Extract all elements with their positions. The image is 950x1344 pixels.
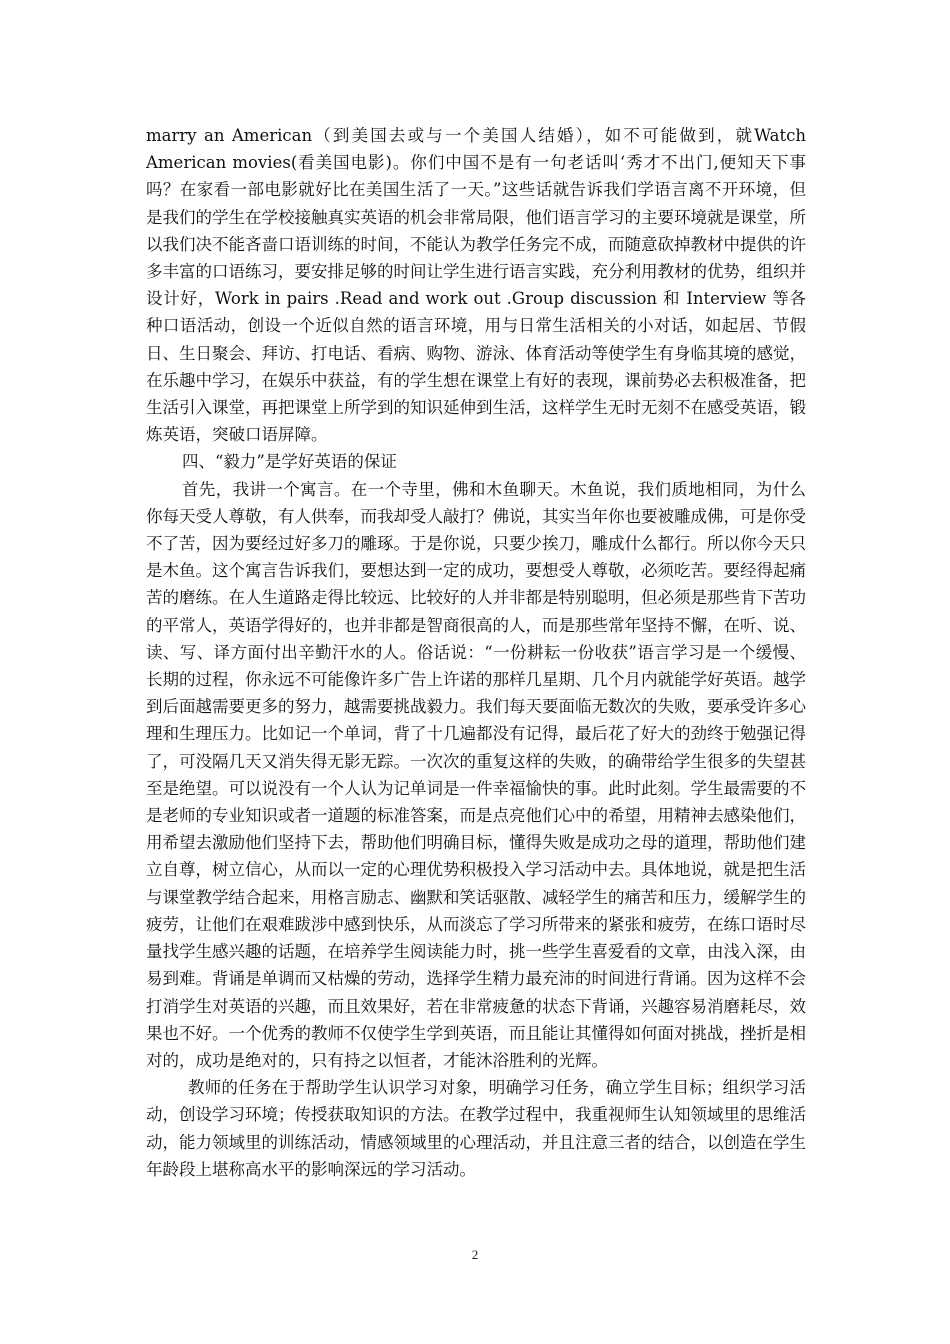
paragraph-teacher-task: 教师的任务在于帮助学生认识学习对象，明确学习任务，确立学生目标；组织学习活动，创设学习环境；传授获取知识的方法。在教学过程中，我重视师生认知领域里的思维活动，能力领域里的训练活动，情感领域里的心理活动，并且注意三者的结合，以创造在学生年龄段上堪称高水平的影响深远的学习活动。 <box>146 1078 806 1179</box>
paragraph-fable-perseverance: 首先，我讲一个寓言。在一个寺里，佛和木鱼聊天。木鱼说，我们质地相同，为什么你每天受人尊敬，有人供奉，而我却受人敲打？佛说，其实当年你也要被雕成佛，可是你受不了苦，因为要经过好多刀的雕琢。于是你说，只要少挨刀，雕成什么都行。所以你今天只是木鱼。这个寓言告诉我们，要想达到一定的成功，要想受人尊敬，必须吃苦。要经得起痛苦的磨练。在人生道路走得比较远、比较好的人并非都是特别聪明，但必须是那些肯下苦功的平常人，英语学得好的，也并非都是智商很高的人，而是那些常年坚持不懈，在听、说、读、写、译方面付出辛勤汗水的人。俗话说：“一份耕耘一份收获”语言学习是一个缓慢、长期的过程，你永远不可能像许多广告上许诺的那样几星期、几个月内就能学好英语。越学到后面越需要更多的努力，越需要挑战毅力。我们每天要面临无数次的失败，要承受许多心理和生理压力。比如记一个单词，背了十几遍都没有记得，最后花了好大的劲终于勉强记得了，可没隔几天又消失得无影无踪。一次次的重复这样的失败，的确带给学生很多的失望甚至是绝望。可以说没有一个人认为记单词是一件幸福愉快的事。此时此刻。学生最需要的不是老师的专业知识或者一道题的标准答案，而是点亮他们心中的希望，用精神去感染他们，用希望去激励他们坚持下去，帮助他们明确目标，懂得失败是成功之母的道理，帮助他们建立自尊，树立信心，从而以一定的心理优势积极投入学习活动中去。具体地说，就是把生活与课堂教学结合起来，用格言励志、幽默和笑话驱散、减轻学生的痛苦和压力，缓解学生的疲劳，让他们在艰难跋涉中感到快乐，从而淡忘了学习所带来的紧张和疲劳，在练口语时尽量找学生感兴趣的话题，在培养学生阅读能力时，挑一些学生喜爱看的文章，由浅入深，由易到难。背诵是单调而又枯燥的劳动，选择学生精力最充沛的时间进行背诵。因为这样不会打消学生对英语的兴趣，而且效果好，若在非常疲惫的状态下背诵，兴趣容易消磨耗尽，效果也不好。一个优秀的教师不仅使学生学到英语，而且能让其懂得如何面对挑战，挫折是相对的，成功是绝对的，只有持之以恒者，才能沐浴胜利的光辉。 <box>146 479 806 1070</box>
paragraph-english-environment: marry an American（到美国去或与一个美国人结婚），如不可能做到，就Watch American movies(看美国电影)。你们中国不是有一句老话叫‘秀才不出门,便知天下事吗？在家看一部电影就好比在美国生活了一天。”这些话就告诉我们学语言离不开环境，但是我们的学生在学校接触真实英语的机会非常局限，他们语言学习的主要环境就是课堂，所以我们决不能吝啬口语训练的时间，不能认为教学任务完不成，而随意砍掉教材中提供的许多丰富的口语练习，要安排足够的时间让学生进行语言实践，充分利用教材的优势，组织并设计好，Work in pairs .Read and work out .Group discussion 和 Interview 等各种口语活动，创设一个近似自然的语言环境，用与日常生活相关的小对话，如起居、节假日、生日聚会、拜访、打电话、看病、购物、游泳、体育活动等使学生有身临其境的感觉，在乐趣中学习，在娱乐中获益，有的学生想在课堂上有好的表现，课前势必去积极准备，把生活引入课堂，再把课堂上所学到的知识延伸到生活，这样学生无时无刻不在感受英语，锻炼英语，突破口语屏障。 <box>146 126 806 445</box>
page-number: 2 <box>471 1247 479 1262</box>
body-text <box>146 122 806 1183</box>
section-heading-perseverance: 四、“毅力”是学好英语的保证 <box>182 452 397 472</box>
